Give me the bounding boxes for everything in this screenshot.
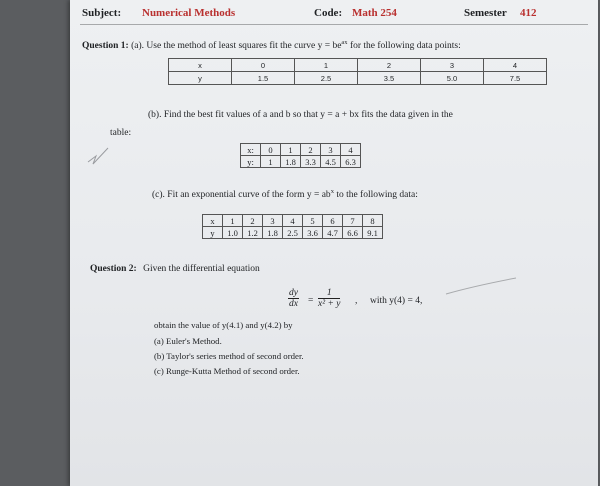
subject-value: Numerical Methods (142, 7, 236, 19)
list-item: (b) Taylor's series method of second order. (154, 351, 304, 361)
q1-c-tail: to the following data: (333, 190, 418, 201)
code-value: Math 254 (352, 7, 397, 19)
table-cell: 2.5 (283, 227, 303, 239)
subject-label: Subject: (82, 7, 122, 19)
derivative-denominator: dx (289, 299, 298, 309)
table-row (203, 227, 383, 239)
data-table-a (168, 58, 547, 85)
q1-a-text: (a). Use the method of least squares fit the curve y = be (131, 41, 342, 52)
table-cell: 4.5 (321, 156, 341, 168)
table-cell: 3.5 (358, 72, 421, 85)
table-cell: 5.0 (421, 72, 484, 85)
data-table-b (240, 143, 361, 168)
table-cell: 3 (321, 144, 341, 156)
comma: , (355, 296, 358, 306)
table-cell: 3 (263, 215, 283, 227)
q1-part-a (82, 39, 461, 51)
table-cell: 2 (243, 215, 263, 227)
table-row (203, 215, 383, 227)
pen-stroke-icon (444, 272, 520, 302)
code-label: Code: (314, 7, 343, 19)
table-cell: 2.5 (295, 72, 358, 85)
q2-obtain-text: obtain the value of y(4.1) and y(4.2) by (154, 320, 293, 330)
semester-value: 412 (520, 7, 537, 19)
q2-intro: Given the differential equation (143, 264, 260, 274)
q1-c-exponent: x (330, 188, 334, 195)
table-cell: 0 (261, 144, 281, 156)
data-table-c (202, 214, 383, 239)
table-cell: 8 (363, 215, 383, 227)
q1-c-text: (c). Fit an exponential curve of the form y = ab (152, 190, 331, 201)
equals-sign: = (308, 296, 314, 306)
table-cell: 6 (323, 215, 343, 227)
table-c-y-header: y (203, 227, 223, 239)
table-cell: 7.5 (484, 72, 547, 85)
initial-condition: with y(4) = 4, (370, 296, 423, 306)
table-cell: 1.0 (223, 227, 243, 239)
table-row (241, 156, 361, 168)
table-cell: 9.1 (363, 227, 383, 239)
list-item: (a) Euler's Method. (154, 336, 222, 346)
table-cell: 6.3 (341, 156, 361, 168)
q1-label: Question 1: (82, 41, 129, 52)
derivative-numerator: dy (289, 288, 298, 298)
table-cell: 4.7 (323, 227, 343, 239)
table-cell: 3 (421, 59, 484, 72)
table-cell: 7 (343, 215, 363, 227)
table-cell: 5 (303, 215, 323, 227)
list-item: (c) Runge-Kutta Method of second order. (154, 366, 300, 376)
table-cell: 1.5 (232, 72, 295, 85)
exam-sheet (70, 0, 598, 486)
table-cell: 3.3 (301, 156, 321, 168)
table-cell: 4 (484, 59, 547, 72)
table-c-x-header: x (203, 215, 223, 227)
table-cell: 4 (341, 144, 361, 156)
table-cell: 2 (301, 144, 321, 156)
table-cell: 1.2 (243, 227, 263, 239)
table-a-x-header: x (169, 59, 232, 72)
table-a-y-header: y (169, 72, 232, 85)
q1-a-tail: for the following data points: (347, 41, 461, 52)
rhs-numerator: 1 (318, 288, 340, 299)
table-cell: 0 (232, 59, 295, 72)
table-cell: 1 (281, 144, 301, 156)
table-cell: 1 (295, 59, 358, 72)
table-row (241, 144, 361, 156)
q1-part-c (152, 188, 418, 200)
rhs-denominator: x² + y (318, 299, 341, 309)
table-b-y-header: y: (241, 156, 261, 168)
table-cell: 4 (283, 215, 303, 227)
q1-a-exponent: ax (341, 39, 348, 46)
table-cell: 1.8 (281, 156, 301, 168)
table-row (169, 72, 547, 85)
table-cell: 2 (358, 59, 421, 72)
rhs-fraction (318, 288, 340, 309)
table-row (169, 59, 547, 72)
exam-header (80, 4, 588, 25)
semester-label: Semester (464, 7, 507, 19)
table-b-x-header: x: (241, 144, 261, 156)
table-cell: 3.6 (303, 227, 323, 239)
q2-label: Question 2: (90, 264, 137, 274)
derivative-fraction (288, 288, 299, 309)
table-cell: 1 (261, 156, 281, 168)
q2-heading (90, 264, 260, 274)
pen-mark-icon (84, 142, 114, 168)
table-cell: 1.8 (263, 227, 283, 239)
q1-b-text: (b). Find the best fit values of a and b so that y = a + bx fits the data given in the (148, 110, 453, 120)
q1-b-text-continued: table: (110, 128, 132, 138)
table-cell: 1 (223, 215, 243, 227)
table-cell: 6.6 (343, 227, 363, 239)
